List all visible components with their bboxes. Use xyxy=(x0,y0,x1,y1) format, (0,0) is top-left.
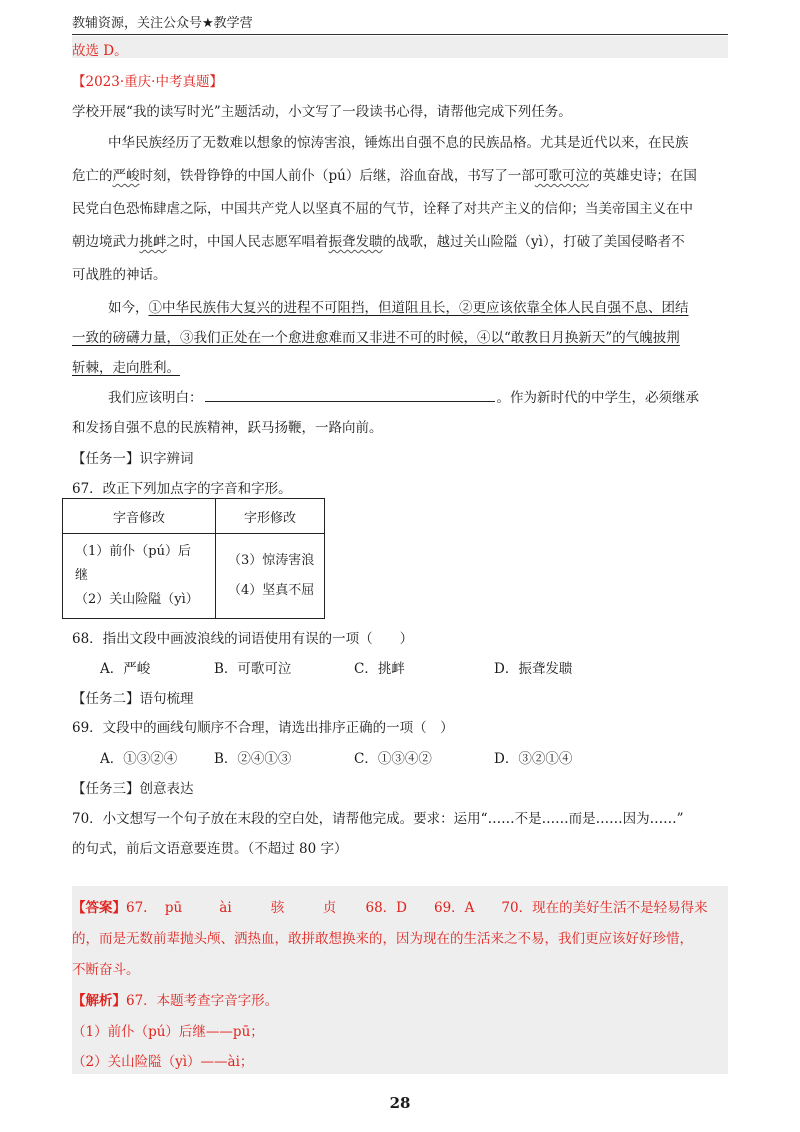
passage-text: 的战歌，越过关山险隘（yì），打破了美国侵略者不 xyxy=(382,234,685,250)
passage-line-3: 民党白色恐怖肆虐之际，中国共产党人以坚真不屈的气节，诠释了对共产主义的信仰；当美帝国主义在中 xyxy=(72,201,693,217)
page-header: 教辅资源，关注公众号★教学营 xyxy=(72,16,253,31)
passage-line-2 xyxy=(72,164,697,184)
table-item-4: （4）坚真不屈 xyxy=(228,583,315,598)
q68-option-a: A．严峻 xyxy=(100,661,151,677)
q68-option-c: C．挑衅 xyxy=(354,661,405,677)
top-answer: 故选 D。 xyxy=(72,43,128,59)
answer-rest: 68．D 69．A 70．现在的美好生活不是轻易得来 xyxy=(365,900,708,916)
analysis-label: 【解析】 xyxy=(72,993,126,1009)
passage-text: 。作为新时代的中学生，必须继承 xyxy=(496,390,699,406)
table-item-2: （2）关山险隘（yì） xyxy=(75,592,199,607)
answer-line-3: 不断奋斗。 xyxy=(72,962,140,978)
table-item-1-cont: 继 xyxy=(75,568,89,583)
passage3-line-1 xyxy=(108,386,699,406)
passage-text: 朝边境武力 xyxy=(72,234,140,250)
q69-option-c: C．①③④② xyxy=(354,751,432,767)
passage2-line-2: 一致的磅礴力量，③我们正处在一个愈进愈难而又非进不可的时候，④以“敢教日月换新天”的气魄披荆 xyxy=(72,330,680,346)
answer-67-2: ài xyxy=(219,900,232,916)
q68-text: 68．指出文段中画波浪线的词语使用有误的一项（ ） xyxy=(72,631,414,647)
q68-option-d: D．振聋发聩 xyxy=(494,661,573,677)
passage-text: 危亡的 xyxy=(72,168,113,184)
table-header-character: 字形修改 xyxy=(216,499,325,534)
wavy-word-yanjun: 严峻 xyxy=(112,168,140,184)
analysis-line-3: （2）关山险隘（yì）——ài； xyxy=(72,1054,254,1070)
analysis-text: 67．本题考查字音字形。 xyxy=(126,993,279,1009)
passage-line-1: 中华民族经历了无数难以想象的惊涛害浪，锤炼出自强不息的民族品格。尤其是近代以来，在民族 xyxy=(108,135,689,151)
answer-q67: 67. xyxy=(126,900,148,916)
q70-line-2: 的句式，前后文语意要连贯。（不超过 80 字） xyxy=(72,841,348,857)
analysis-line-2: （1）前仆（pú）后继——pū； xyxy=(72,1024,264,1040)
passage-text: 时刻，铁骨铮铮的中国人前仆（pú）后继，浴血奋战，书写了一部 xyxy=(139,168,535,184)
intro-text: 学校开展“我的读写时光”主题活动，小文写了一段读书心得，请帮他完成下列任务。 xyxy=(72,104,572,120)
passage-text: 如今， xyxy=(108,300,149,316)
table-item-1: （1）前仆（pú）后 xyxy=(75,544,191,559)
table-header-pronunciation: 字音修改 xyxy=(63,499,216,534)
page-number: 28 xyxy=(389,1094,411,1112)
wavy-word-kegekeqi: 可歌可泣 xyxy=(534,168,589,184)
table-cell-pronunciation xyxy=(63,534,216,619)
header-divider xyxy=(72,34,728,35)
q69-text: 69．文段中的画线句顺序不合理，请选出排序正确的一项（ ） xyxy=(72,720,454,736)
answer-line-1 xyxy=(72,896,708,916)
answer-67-1: pū xyxy=(164,900,183,916)
answer-label: 【答案】 xyxy=(72,900,126,916)
answer-line-2: 的，而是无数前辈抛头颅、洒热血，敢拼敢想换来的，因为现在的生活来之不易，我们更应该好好珍惜， xyxy=(72,931,693,947)
passage-text: 我们应该明白： xyxy=(108,390,203,406)
task2-title: 【任务二】语句梳理 xyxy=(72,691,194,707)
answer-67-4: 贞 xyxy=(322,900,337,916)
top-answer-band xyxy=(72,36,728,58)
q70-line-1: 70．小文想写一个句子放在末段的空白处，请帮他完成。要求：运用“……不是……而是……因为……” xyxy=(72,811,684,827)
q69-option-a: A．①③②④ xyxy=(100,751,178,767)
wavy-word-tiaoxin: 挑衅 xyxy=(139,234,167,250)
analysis-line-1 xyxy=(72,989,278,1009)
q68-option-b: B．可歌可泣 xyxy=(214,661,292,677)
q69-option-b: B．②④①③ xyxy=(214,751,292,767)
q67-text: 67．改正下列加点字的字音和字形。 xyxy=(72,481,292,497)
passage-text: 之时，中国人民志愿军唱着 xyxy=(166,234,329,250)
task3-title: 【任务三】创意表达 xyxy=(72,781,194,797)
table-item-3: （3）惊涛害浪 xyxy=(228,553,315,568)
q69-option-d: D．③②①④ xyxy=(494,751,573,767)
passage2-line-3: 斩棘，走向胜利。 xyxy=(72,360,180,376)
source-tag: 【2023·重庆·中考真题】 xyxy=(72,74,223,90)
task1-title: 【任务一】识字辨词 xyxy=(72,451,194,467)
table-cell-character xyxy=(216,534,325,619)
answer-67-3: 骇 xyxy=(270,900,285,916)
correction-table xyxy=(62,498,325,619)
passage-line-4 xyxy=(72,230,685,250)
wavy-word-zhenlongfakui: 振聋发聩 xyxy=(328,234,383,250)
passage-text: 的英雄史诗；在国 xyxy=(588,168,697,184)
underlined-sentence: ①中华民族伟大复兴的进程不可阻挡，但道阻且长，②更应该依靠全体人民自强不息、团结 xyxy=(148,300,689,316)
answer-blank xyxy=(205,389,495,402)
passage2-line-1 xyxy=(108,296,689,316)
passage-line-5: 可战胜的神话。 xyxy=(72,267,167,283)
passage3-line-2: 和发扬自强不息的民族精神，跃马扬鞭，一路向前。 xyxy=(72,420,383,436)
